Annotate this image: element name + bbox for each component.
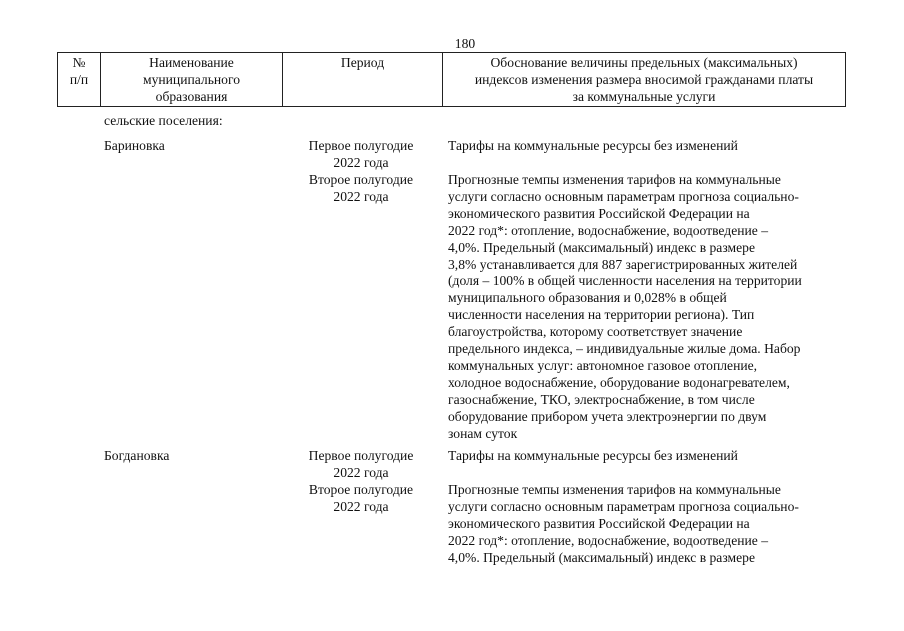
period-second-half (296, 482, 426, 516)
municipality-name: Бариновка (104, 138, 165, 153)
basis-line: газоснабжение, ТКО, электроснабжение, в том числе (448, 391, 755, 407)
basis-first-half: Тарифы на коммунальные ресурсы без изменений (448, 138, 738, 153)
header-basis-line: за коммунальные услуги (572, 88, 716, 104)
period-line: Первое полугодие (308, 448, 414, 463)
header-period-cell (283, 53, 443, 107)
period-first-half (296, 448, 426, 482)
municipality-name: Богдановка (104, 448, 170, 463)
period-line: 2022 года (333, 154, 389, 170)
basis-line: муниципального образования и 0,028% в общей (448, 290, 727, 306)
period-line: 2022 года (333, 188, 389, 204)
period-line: Второе полугодие (308, 482, 414, 497)
header-number-line: № (72, 55, 86, 70)
basis-line: холодное водоснабжение, оборудование водонагревателем, (448, 374, 790, 390)
header-number-line: п/п (69, 71, 89, 87)
basis-line: услуги согласно основным параметрам прогноза социально- (448, 188, 799, 204)
basis-line: экономического развития Российской Федерации на (448, 205, 750, 221)
header-table (57, 52, 846, 107)
basis-line: предельного индекса, – индивидуальные жилые дома. Набор (448, 341, 801, 357)
basis-line: 2022 год*: отопление, водоснабжение, водоотведение – (448, 222, 769, 238)
basis-line: 4,0%. Предельный (максимальный) индекс в размере (448, 549, 755, 565)
basis-line: благоустройства, которому соответствует значение (448, 324, 743, 340)
basis-second-half (448, 172, 840, 443)
basis-line: 3,8% устанавливается для 887 зарегистрированных жителей (448, 256, 798, 272)
period-line: 2022 года (333, 498, 389, 514)
header-period-label: Период (340, 55, 385, 70)
header-name-line: образования (155, 88, 228, 104)
period-second-half (296, 172, 426, 206)
header-basis-line: индексов изменения размера вносимой гражданами платы (474, 71, 814, 87)
period-first-half (296, 138, 426, 172)
basis-line: численности населения на территории региона). Тип (448, 307, 755, 323)
basis-line: Прогнозные темпы изменения тарифов на коммунальные (448, 172, 781, 187)
header-basis-cell (443, 53, 846, 107)
header-basis-line: Обоснование величины предельных (максимальных) (490, 55, 798, 70)
basis-line: Прогнозные темпы изменения тарифов на коммунальные (448, 482, 781, 497)
basis-line: коммунальных услуг: автономное газовое отопление, (448, 357, 758, 373)
basis-line: 4,0%. Предельный (максимальный) индекс в размере (448, 239, 755, 255)
header-number-cell (58, 53, 101, 107)
header-name-line: муниципального (142, 71, 240, 87)
basis-line: оборудование прибором учета электроэнергии по двум (448, 408, 767, 424)
basis-line: услуги согласно основным параметрам прогноза социально- (448, 498, 799, 514)
section-label: сельские поселения: (104, 113, 223, 128)
period-line: 2022 года (333, 464, 389, 480)
period-line: Первое полугодие (308, 138, 414, 153)
basis-line: экономического развития Российской Федерации на (448, 515, 750, 531)
page-number: 180 (454, 36, 476, 51)
basis-line: 2022 год*: отопление, водоснабжение, водоотведение – (448, 532, 769, 548)
basis-second-half (448, 482, 840, 567)
basis-line: зонам суток (448, 425, 518, 441)
period-line: Второе полугодие (308, 172, 414, 187)
basis-line: (доля – 100% в общей численности населения на территории (448, 273, 802, 289)
basis-first-half: Тарифы на коммунальные ресурсы без изменений (448, 448, 738, 463)
header-name-line: Наименование (149, 55, 234, 70)
header-row (58, 53, 846, 107)
header-name-cell (101, 53, 283, 107)
